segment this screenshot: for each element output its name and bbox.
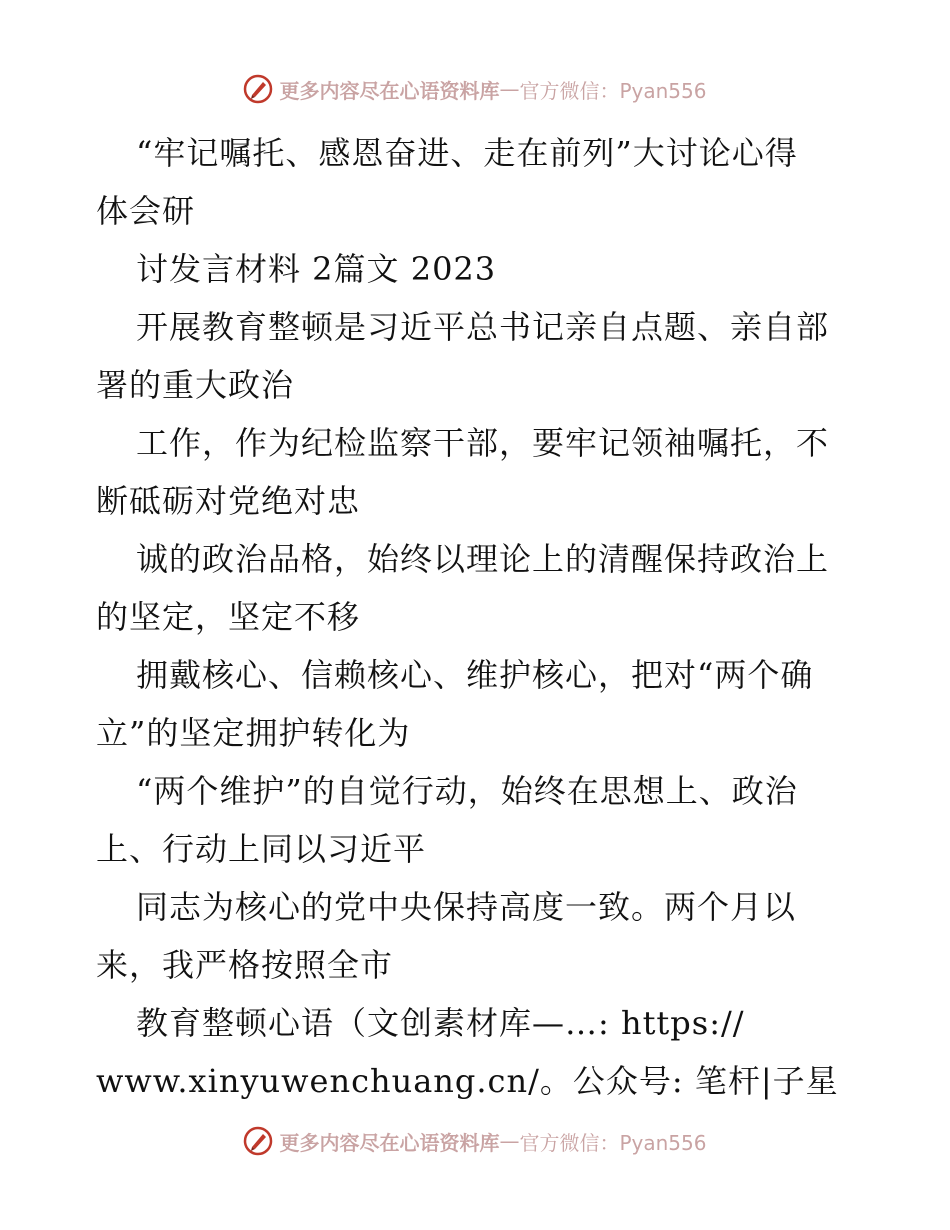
doc-line: 署的重大政治	[96, 366, 295, 404]
doc-line: 开展教育整顿是习近平总书记亲自点题、亲自部	[136, 308, 830, 346]
banner-dash: —	[499, 77, 520, 101]
pen-logo-icon	[243, 1126, 273, 1156]
banner-dash: —	[499, 1129, 520, 1153]
doc-line: 诚的政治品格，始终以理论上的清醒保持政治上	[136, 540, 830, 578]
doc-line: 上、行动上同以习近平	[96, 830, 427, 868]
header-banner	[0, 72, 950, 106]
banner-wechat: 官方微信：Pyan556	[519, 78, 707, 103]
doc-line: 断砥砺对党绝对忠	[96, 482, 361, 520]
doc-line: 立”的坚定拥护转化为	[96, 714, 411, 752]
doc-line-title-3: 讨发言材料 2篇文 2023	[136, 250, 497, 288]
banner-wechat: 官方微信：Pyan556	[519, 1130, 707, 1155]
doc-line: 工作，作为纪检监察干部，要牢记领袖嘱托，不	[136, 424, 830, 462]
doc-line: 的坚定，坚定不移	[96, 598, 361, 636]
pen-logo-icon	[243, 74, 273, 104]
doc-line-link: 教育整顿心语（文创素材库—…: https://	[136, 1004, 745, 1042]
banner-text: 更多内容尽在心语资料库	[279, 1130, 500, 1155]
doc-line-title-1: “牢记嘱托、感恩奋进、走在前列”大讨论心得	[136, 134, 798, 172]
banner-text: 更多内容尽在心语资料库	[279, 78, 500, 103]
doc-line: 拥戴核心、信赖核心、维护核心，把对“两个确	[136, 656, 814, 694]
document-body	[96, 124, 866, 1110]
doc-line: 同志为核心的党中央保持高度一致。两个月以	[136, 888, 797, 926]
doc-line-link: www.xinyuwenchuang.cn/。公众号: 笔杆|子星	[96, 1062, 839, 1100]
footer-banner	[0, 1124, 950, 1158]
doc-line: 来，我严格按照全市	[96, 946, 394, 984]
doc-line-title-2: 体会研	[96, 192, 196, 230]
doc-line: “两个维护”的自觉行动，始终在思想上、政治	[136, 772, 798, 810]
